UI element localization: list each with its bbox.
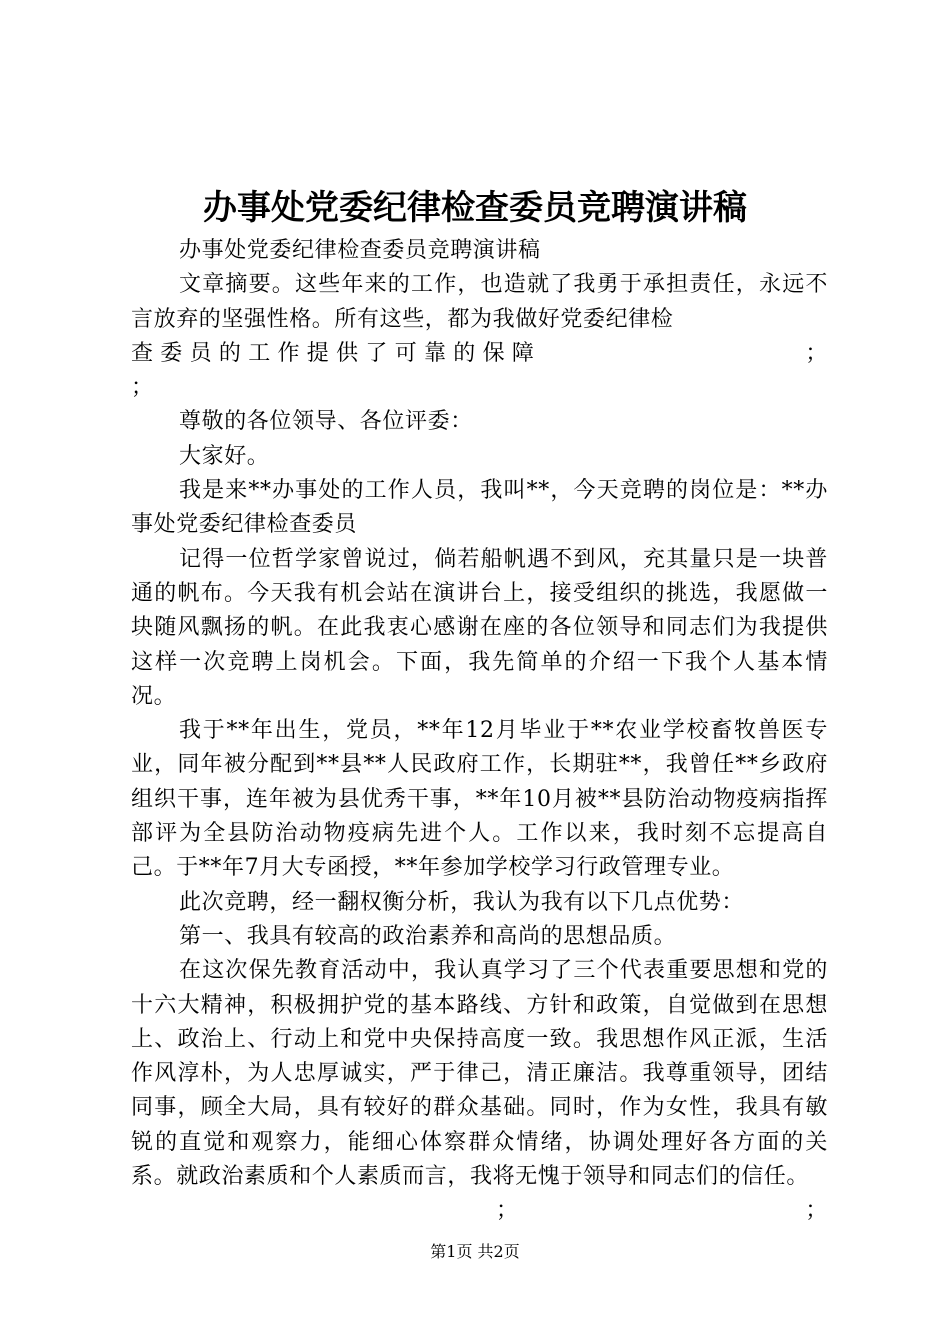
abstract-tail-semicolon: ； — [805, 340, 828, 366]
abstract-text: 文章摘要。这些年来的工作，也造就了我勇于承担责任，永远不言放弃的坚强性格。所有这些，都为我做好党委纪律检 — [131, 272, 828, 332]
semicolon-left: ； — [496, 1198, 519, 1224]
paragraph-greeting: 大家好。 — [179, 443, 270, 469]
paragraph-introduction: 我是来**办事处的工作人员，我叫**，今天竞聘的岗位是：**办事处党委纪律检查委员 — [131, 478, 828, 538]
paragraph-salutation: 尊敬的各位领导、各位评委： — [179, 409, 473, 435]
abstract-tail-text: 查委员的工作提供了可靠的保障 — [131, 340, 542, 366]
paragraph-philosopher: 记得一位哲学家曾说过，倘若船帆遇不到风，充其量只是一块普通的帆布。今天我有机会站在演讲台上，接受组织的挑选，我愿做一块随风飘扬的帆。在此我衷心感谢在座的各位领导和同志们为我提供这样一次竞聘上岗机会。下面，我先简单的介绍一下我个人基本情况。 — [131, 546, 828, 709]
paragraph-repeat-title: 办事处党委纪律检查委员竞聘演讲稿 — [179, 238, 541, 263]
paragraph-advantages-intro: 此次竞聘，经一翻权衡分析，我认为我有以下几点优势： — [179, 889, 745, 915]
semicolon-right: ； — [805, 1198, 828, 1224]
document-body — [131, 234, 828, 1229]
paragraph-first-advantage: 第一、我具有较高的政治素养和高尚的思想品质。 — [179, 923, 677, 949]
paragraph-background: 我于**年出生，党员，**年12月毕业于**农业学校畜牧兽医专业，同年被分配到**县**人民政府工作，长期驻**，我曾任**乡政府组织干事，连年被为县优秀干事，**年10月被**县防治动物疫病指挥部评为全县防治动物疫病先进个人。工作以来，我时刻不忘提高自己。于**年7月大专函授，**年参加学校学习行政管理专业。 — [131, 718, 828, 881]
abstract-last-line — [131, 337, 828, 371]
paragraph-abstract — [131, 268, 828, 337]
page-footer: 第1页 共2页 — [430, 1242, 520, 1261]
document-title: 办事处党委纪律检查委员竞聘演讲稿 — [203, 188, 747, 228]
semicolon-row — [131, 1194, 828, 1228]
paragraph-political-quality: 在这次保先教育活动中，我认真学习了三个代表重要思想和党的十六大精神，积极拥护党的基本路线、方针和政策，自觉做到在思想上、政治上、行动上和党中央保持高度一致。我思想作风正派，生活作风淳朴，为人忠厚诚实，严于律己，清正廉洁。我尊重领导，团结同事，顾全大局，具有较好的群众基础。同时，作为女性，我具有敏锐的直觉和观察力，能细心体察群众情绪，协调处理好各方面的关系。就政治素质和个人素质而言，我将无愧于领导和同志们的信任。 — [131, 958, 828, 1190]
abstract-semicolon-line: ； — [131, 375, 154, 401]
